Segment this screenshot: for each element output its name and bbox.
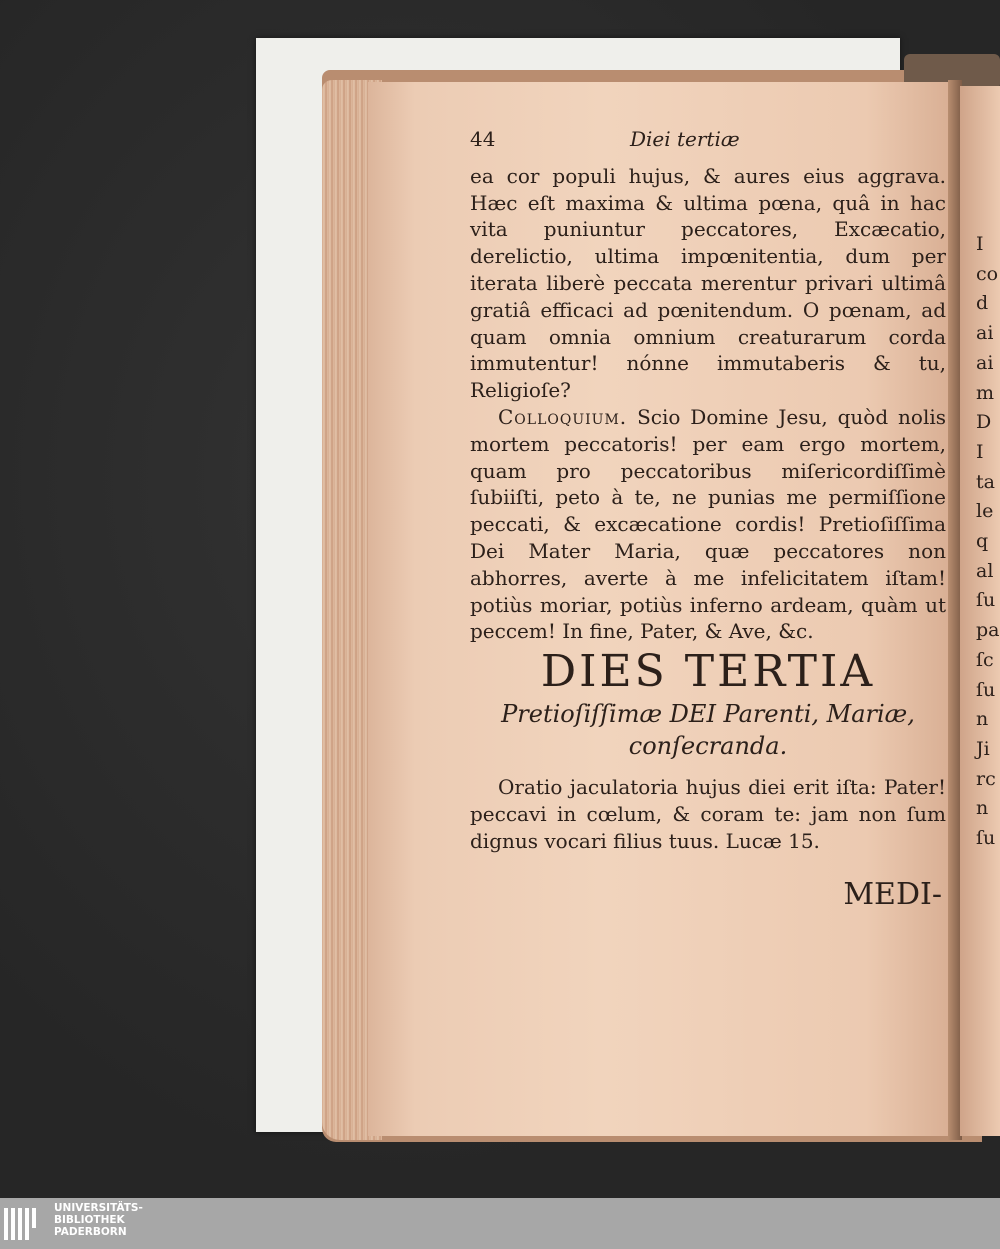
running-header: [470, 126, 946, 153]
facing-page-letters: [976, 230, 1000, 854]
facing-page-fragment: D: [976, 411, 992, 434]
facing-page-fragment: I: [976, 440, 984, 463]
page-text: [470, 126, 946, 913]
facing-page-fragment: le: [976, 500, 994, 523]
facing-page-fragment: d: [976, 292, 989, 315]
library-footer: [0, 1198, 1000, 1249]
facing-page-fragment: ſu: [976, 589, 996, 612]
facing-page-fragment: ſu: [976, 678, 996, 701]
facing-page-fragment: rc: [976, 767, 996, 790]
section-title: DIES TERTIA: [540, 646, 876, 698]
facing-page-fragment: Ji: [976, 737, 990, 760]
page-number: 44: [470, 127, 496, 151]
facing-page-fragment: al: [976, 559, 994, 582]
library-logo-icon: [4, 1206, 46, 1242]
library-name-line-1: UNIVERSITÄTS-: [54, 1202, 143, 1214]
catchword: MEDI-: [843, 877, 942, 913]
facing-page-fragment: ai: [976, 322, 994, 345]
facing-page-fragment: ai: [976, 351, 994, 374]
facing-page-fragment: co: [976, 262, 999, 285]
facing-page-fragment: n: [976, 797, 989, 820]
paragraph-1: ea cor populi hujus, & aures eius aggrava. Hæc eſt maxima & ultima pœna, quâ in hac vita puniuntur peccatores, Excæcatio, derelictio, ultima impœnitentia, dum per iterata liberè peccata merentur privari ultimâ gratiâ efficaci ad pœnitendum. O pœnam, ad quam omnia omnium creaturarum corda immutentur! nónne immutaberis & tu, Religioſe?: [470, 163, 946, 403]
colloquium-label: Colloquium.: [498, 404, 628, 429]
library-name: [54, 1202, 143, 1238]
facing-page-fragment: n: [976, 708, 989, 731]
library-name-line-3: PADERBORN: [54, 1226, 127, 1238]
facing-page-fragment: I: [976, 233, 984, 255]
colloquium-paragraph: [470, 404, 946, 645]
running-title: Diei tertiæ: [630, 127, 740, 151]
section-subtitle: Pretioſiſſimæ DEI Parenti, Mariæ, conſecranda.: [501, 699, 915, 760]
facing-page-fragment: q: [976, 530, 989, 553]
facing-page-fragment: pa: [976, 619, 1000, 642]
facing-page-fragment: ta: [976, 470, 995, 493]
facing-page-fragment: m: [976, 381, 995, 404]
library-name-line-2: BIBLIOTHEK: [54, 1214, 125, 1226]
facing-page-fragment: ſu: [976, 827, 996, 850]
facing-page-fragment: ſc: [976, 648, 994, 671]
colloquium-text: Scio Domine Jesu, quòd nolis mortem peccatoris! per eam ergo mortem, quam pro peccatoribus miſericordiſſimè ſubiiſti, peto à te, ne punias me permiſſione peccati, & excæcatione cordis! Pretioſiſſima Dei Mater Maria, quæ peccatores non abhorres, averte à me infelicitatem iſtam! potiùs moriar, potiùs inferno ardeam, quàm ut peccem! In fine, Pater, & Ave, &c.: [470, 404, 946, 644]
oratio-paragraph: Oratio jaculatoria hujus diei erit iſta: Pater! peccavi in cœlum, & coram te: jam non ſum dignus vocari filius tuus. Lucæ 15.: [470, 774, 946, 853]
